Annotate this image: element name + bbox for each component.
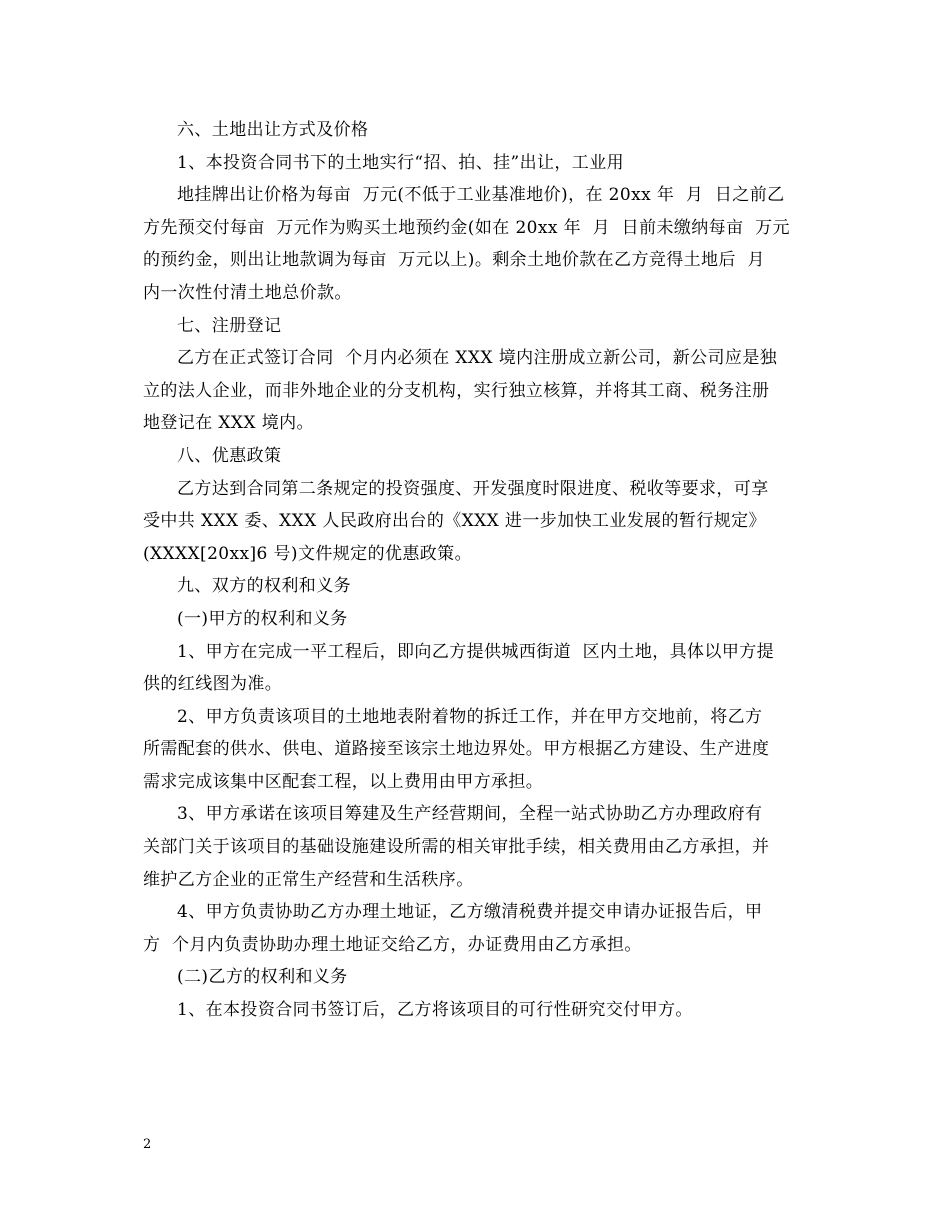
text-line: 九、双方的权利和义务 (177, 576, 351, 597)
text-line: 所需配套的供水、供电、道路接至该宗土地边界处。甲方根据乙方建设、生产进度 (143, 739, 770, 760)
text-line: 地登记在 XXX 境内。 (143, 413, 314, 434)
document-body (143, 114, 827, 1027)
text-line: 4、甲方负责协助乙方办理土地证，乙方缴清税费并提交申请办证报告后，甲 (177, 902, 763, 923)
text-line: 维护乙方企业的正常生产经营和生活秩序。 (143, 869, 474, 890)
text-line: 乙方达到合同第二条规定的投资强度、开发强度时限进度、税收等要求，可享 (177, 478, 769, 499)
text-line: (二)乙方的权利和义务 (177, 967, 348, 988)
text-line: 六、土地出让方式及价格 (177, 120, 369, 140)
text-line: 3、甲方承诺在该项目筹建及生产经营期间，全程一站式协助乙方办理政府有 (177, 804, 763, 825)
text-line: 关部门关于该项目的基础设施建设所需的相关审批手续，相关费用由乙方承担，并 (143, 837, 770, 858)
text-line: 供的红线图为准。 (143, 674, 283, 695)
text-line: 2、甲方负责该项目的土地地表附着物的拆迁工作，并在甲方交地前，将乙方 (177, 706, 763, 727)
text-line: 需求完成该集中区配套工程，以上费用由甲方承担。 (143, 771, 544, 792)
text-line: 地挂牌出让价格为每亩 万元(不低于工业基准地价)，在 20xx 年 月 日之前乙 (177, 185, 785, 206)
text-line: (XXXX[20xx]6 号)文件规定的优惠政策。 (143, 543, 472, 564)
text-line: 七、注册登记 (177, 315, 282, 336)
text-line: 1、本投资合同书下的土地实行“招、拍、挂”出让，工业用 (177, 152, 624, 173)
page-number: 2 (143, 1137, 152, 1152)
text-line: 的预约金，则出让地款调为每亩 万元以上)。剩余土地价款在乙方竞得土地后 月 (143, 250, 765, 271)
text-line: 受中共 XXX 委、XXX 人民政府出台的《XXX 进一步加快工业发展的暂行规定》 (143, 511, 766, 532)
text-line: 八、优惠政策 (177, 445, 282, 466)
text-line: 1、在本投资合同书签订后，乙方将该项目的可行性研究交付甲方。 (177, 1000, 693, 1021)
text-line: 立的法人企业，而非外地企业的分支机构，实行独立核算，并将其工商、税务注册 (143, 380, 770, 401)
text-line: 方先预交付每亩 万元作为购买土地预约金(如在 20xx 年 月 日前未缴纳每亩 万元 (143, 217, 790, 238)
text-line: 乙方在正式签订合同 个月内必须在 XXX 境内注册成立新公司，新公司应是独 (177, 348, 778, 369)
text-line: 1、甲方在完成一平工程后，即向乙方提供城西街道 区内土地，具体以甲方提 (177, 641, 775, 662)
text-line: (一)甲方的权利和义务 (177, 608, 348, 629)
text-line: 内一次性付清土地总价款。 (143, 282, 352, 303)
text-line: 方 个月内负责协助办理土地证交给乙方，办证费用由乙方承担。 (143, 934, 642, 955)
